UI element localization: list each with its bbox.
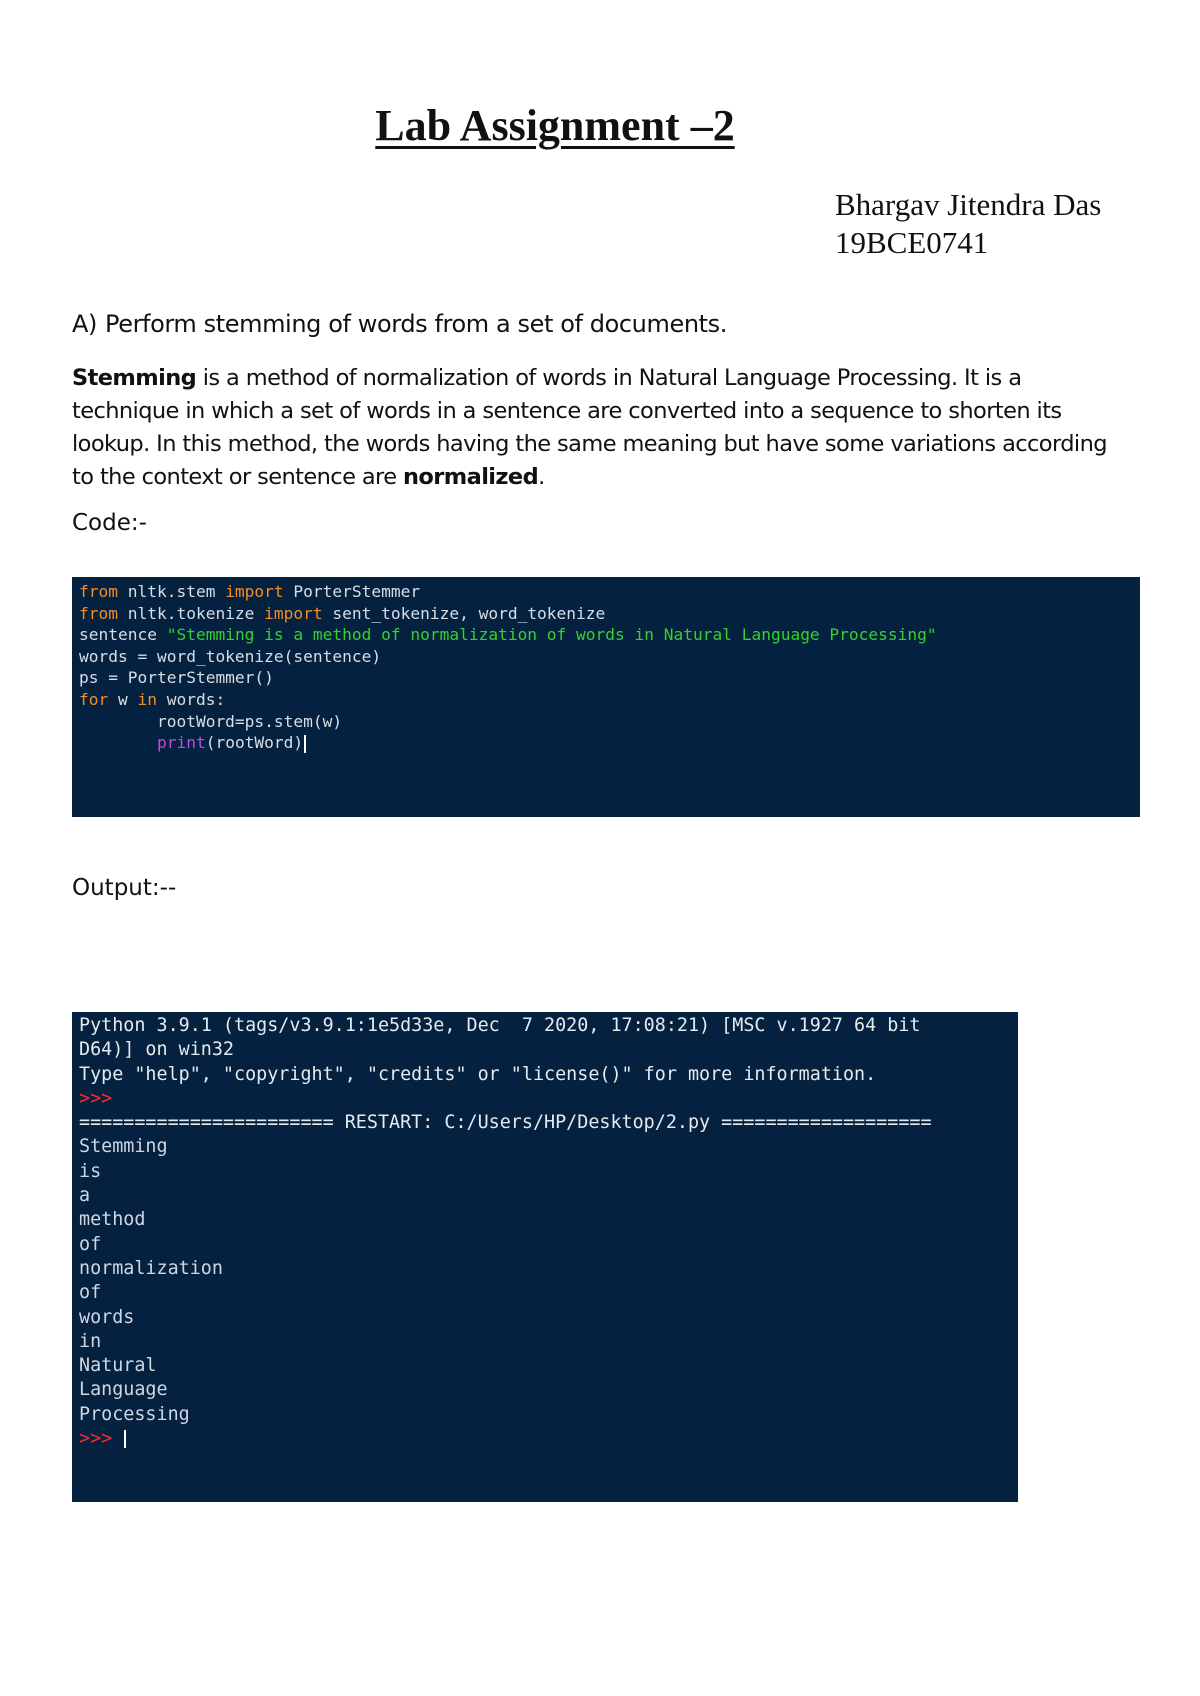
code-line-4: words = word_tokenize(sentence) <box>79 646 382 666</box>
code-screenshot <box>72 577 1140 817</box>
section-a-heading <box>72 310 727 338</box>
code-line-8: print(rootWord) <box>79 733 306 752</box>
text-cursor-icon <box>304 735 306 753</box>
shell-final-prompt: >>> <box>79 1428 124 1450</box>
stemming-description <box>72 362 1132 494</box>
code-line-6: for w in words: <box>79 689 226 709</box>
author-id: 19BCE0741 <box>835 225 989 260</box>
output-line: in <box>79 1330 102 1352</box>
code-line-1: from nltk.stem import PorterStemmer <box>79 582 421 601</box>
output-line: Language <box>79 1379 168 1401</box>
code-label: Code:- <box>72 510 147 536</box>
code-line-5: ps = PorterStemmer() <box>79 668 274 688</box>
section-label: A) <box>72 310 97 338</box>
shell-header-1: Python 3.9.1 (tags/v3.9.1:1e5d33e, Dec 7 2020, 17:08:21) [MSC v.1927 64 bit <box>79 1015 921 1036</box>
term-normalized: normalized <box>403 464 539 490</box>
code-line-2: from nltk.tokenize import sent_tokenize, word_tokenize <box>79 603 606 623</box>
shell-header-2: D64)] on win32 <box>79 1039 235 1061</box>
output-line: method <box>79 1209 146 1231</box>
author-block <box>835 186 1101 262</box>
description-period: . <box>538 464 545 490</box>
term-stemming: Stemming <box>72 365 197 391</box>
output-line: of <box>79 1282 102 1304</box>
output-line: normalization <box>79 1257 223 1279</box>
shell-output-screenshot <box>72 1012 1018 1502</box>
shell-cursor-icon <box>124 1430 126 1448</box>
section-heading-text: Perform stemming of words from a set of documents. <box>104 310 727 338</box>
output-line: Stemming <box>79 1136 168 1158</box>
output-line: a <box>79 1185 91 1207</box>
shell-prompt: >>> <box>79 1087 113 1109</box>
output-line: words <box>79 1306 135 1328</box>
output-line: of <box>79 1233 102 1255</box>
code-line-3: sentence "Stemming is a method of normalization of words in Natural Language Processing" <box>79 625 937 645</box>
output-label: Output:-- <box>72 875 177 901</box>
output-line: Natural <box>79 1355 157 1377</box>
shell-restart-line: ======================= RESTART: C:/Users/HP/Desktop/2.py =================== <box>79 1112 932 1134</box>
output-line: Processing <box>79 1403 190 1425</box>
author-name: Bhargav Jitendra Das <box>835 187 1102 222</box>
shell-header-3: Type "help", "copyright", "credits" or "license()" for more information. <box>79 1063 877 1085</box>
description-body: is a method of normalization of words in Natural Language Processing. It is a technique in which a set of words in a sentence are converted into a sequence to shorten its lookup. In this method, the words having the same meaning but have some variations according to the context or sentence are <box>72 365 1107 490</box>
code-line-7: rootWord=ps.stem(w) <box>79 711 343 731</box>
document-title: Lab Assignment –2 <box>375 101 735 150</box>
output-line: is <box>79 1160 102 1182</box>
